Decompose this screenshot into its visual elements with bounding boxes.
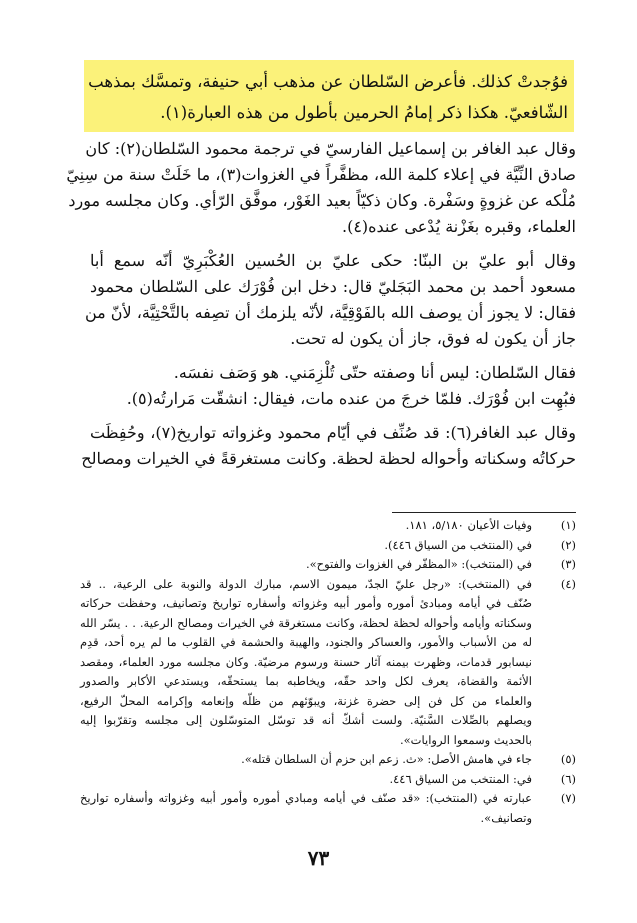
footnote-text: في (المنتخب من السياق ٤٤٦). [384,537,532,552]
footnote-text: نيسابور قدمات، وظهرت بيمنه آثار حسنة ورسوم مرضيّة. وكان مجلسه مورد العلماء، ومقصد [80,654,532,669]
footnote-text: الأئمة والقضاة، يعرف لكل واحد حقّه، ويخاطبه بما يستحقّه، ويستدعي الأكابر والصدور [80,674,532,688]
highlighted-passage [84,60,574,132]
footnote-number: (٦) [560,771,576,786]
footnote-text: عبارته في (المنتخب): «قد صنّف في أيامه ومبادي أموره وأمور أبيه وغزواته وأسفاره تواريخ [80,791,532,805]
text-line: فوُجدتْ كذلك. فأعرض السّلطان عن مذهب أبي حنيفة، وتمسَّك بمذهب [88,72,568,91]
footnote-text: جاء في هامش الأصل: «ث. زعم ابن حزم أن السلطان قتله». [241,752,532,766]
text-line: وقال عبد الغافر(٦): قد صُنِّف في أيّام محمود وغزواته تواريخ(٧)، وحُفِظَت [90,423,577,442]
text-line: الشّافعيّ. هكذا ذكر إمامُ الحرمين بأطول من هذه العبارة(١). [160,103,568,122]
paragraph [66,136,576,240]
footnote-text: له من الأسباب والأمور، والعساكر والجنود، والهيبة والحشمة في القلوب ما لم يره أحد، قدِم [80,635,532,649]
footnote-text: في: المنتخب من السياق ٤٤٦. [389,771,532,786]
text-line: فبُهِت ابن فُوْرَك. فلمّا خرجَ من عنده مات، فيقال: انشقّت مَرارتُه(٥). [126,389,576,408]
text-line: فقال السّلطان: ليس أنا وصفته حتّى تُلْزِمَني. هو وَصَف نفسَه. [173,363,576,382]
footnote-text: في (المنتخب): «المظفّر في الغزوات والفتوح». [305,557,532,571]
footnote-text: ويصلهم بالصِّلات السَّنيّة. ولست أشكّ أنه قد توسّل المتوسّلون إلى مجلسه وتقرّبوا إليه [80,713,532,727]
footnote-number: (١) [560,518,576,532]
footnote-text: وتصانيف». [480,810,532,825]
main-text [66,136,577,480]
footnote [80,555,576,575]
footnote-divider [392,512,576,513]
footnote-number: (٤) [560,576,576,591]
page-number: ٧٣ [307,846,330,870]
text-line: مسعود أحمد بن محمد البَجَليّ قال: دخل ابن فُوْرَك على السّلطان محمود [90,277,576,296]
footnote-text: في (المنتخب): «رجل عليّ الجدّ، ميمون الاسم، مبارك الدولة والنوبة على الرعية، .. قد [80,576,532,591]
text-line: جاز أن يكون له فوق، جاز أن يكون له تحت. [290,329,576,348]
footnote [80,789,576,828]
text-line: وقال عبد الغافر بن إسماعيل الفارسيّ في ترجمة محمود السّلطان(٢): كان [85,139,576,158]
footnote-number: (٢) [560,537,576,552]
text-line: صادق النِّيَّة في إعلاء كلمة الله، مظفَّراً في الغزوات(٣)، ما خَلَتْ سنة من سِنِيّ [66,165,576,184]
footnote-number: (٥) [560,752,576,766]
footnote-text: صُنّف في أيامه ومبادئ أموره وأمور أبيه وغزواته وأسفاره تواريخ وتصانيف، وحفظت حركاته [80,596,532,610]
text-line: العلماء، وقبره بغَزْنة يُدْعى عنده(٤). [342,217,576,236]
text-line: فقال: لا يجوز أن يوصف الله بالفَوْقِيَّة، لأنّه يلزمك أن تصِفه بالتَّحْتِيَّة، لأنّ من [84,303,576,322]
footnote [80,516,576,536]
footnote [80,536,576,556]
text-line: مُلْكه عن غزوةٍ وسَفْرة. وكان ذكيّاً بعيد الغَوْر، موفَّق الرّأي. وكان مجلسه مورد [68,191,576,210]
footnote-text: والعلماء من كل فن إلى حضرة غزنة، ويبوّئهم من ظلّه وإنعامه وإكرامه المحلّ الرفيع، [80,693,532,708]
paragraph [84,248,576,352]
footnote [80,770,576,790]
footnote-text: وفيات الأعيان ٥/١٨٠، ١٨١. [405,518,532,532]
footnote-number: (٧) [560,791,576,805]
footnote-text: بالحديث وسمعوا الروايات». [399,732,532,747]
footnotes [80,516,576,828]
footnote-text: وسكناته وأيامه وأحواله لحظة لحظة، وكانت مستغرقة في الخيرات ومصالح الرعية. . . يسّر الله [80,615,532,630]
text-line: حركاتُه وسكناته وأحواله لحظة لحظة. وكانت مستغرقةً في الخيرات ومصالح [81,449,576,468]
text-line: وقال أبو عليّ بن البنّا: حكى عليّ بن الحُسين العُكْبَرِيّ أنّه سمع أبا [90,251,576,270]
footnote [80,575,576,751]
footnote [80,750,576,770]
paragraph [81,420,577,472]
paragraph [90,360,576,412]
footnote-number: (٣) [560,557,576,571]
